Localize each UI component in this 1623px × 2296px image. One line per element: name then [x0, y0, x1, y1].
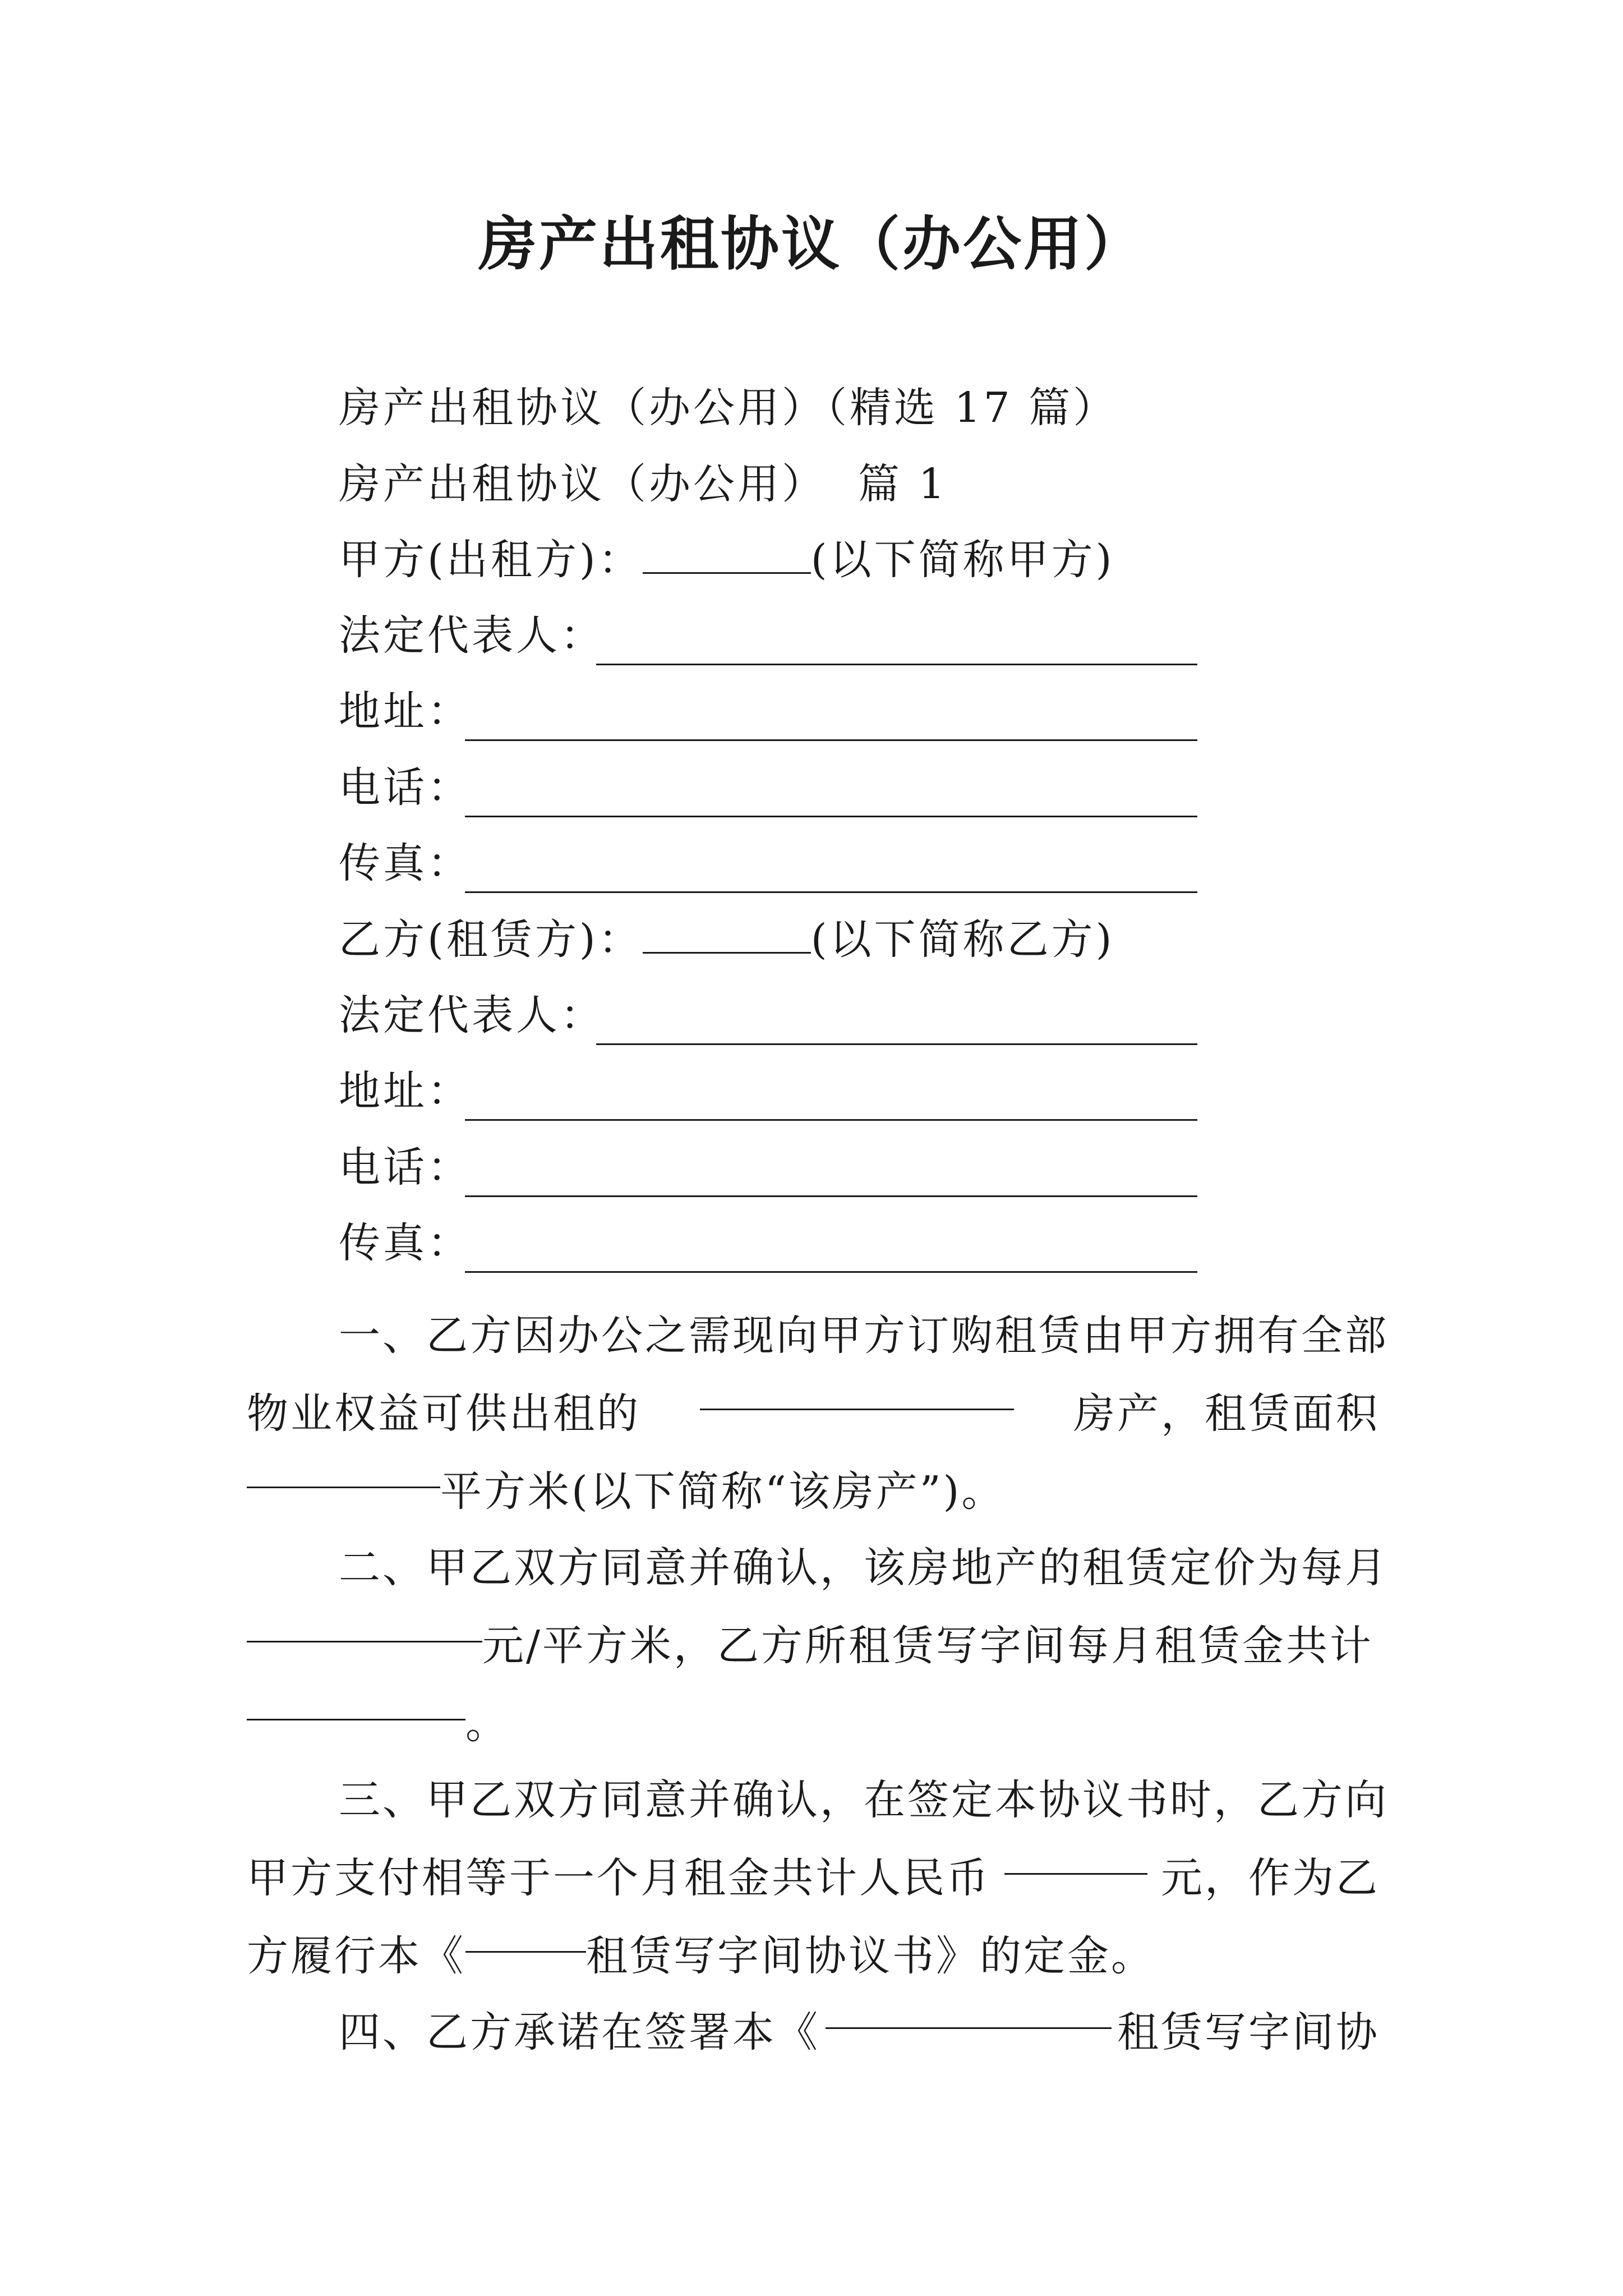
party-b-tel-label: 电话： [339, 1143, 472, 1191]
clause-3-line-3 [247, 1917, 1380, 1995]
clause-1-line-1: 一、乙方因办公之需现向甲方订购租赁由甲方拥有全部 [339, 1312, 1389, 1360]
party-b-rep-blank[interactable] [596, 1043, 1197, 1045]
clause-2-line-1: 二、甲乙双方同意并确认，该房地产的租赁定价为每月 [339, 1544, 1389, 1592]
deposit-amount-blank[interactable] [1004, 1839, 1147, 1875]
clause-4-text-a: 四、乙方承诺在签署本《 [339, 2008, 820, 2056]
clause-1-line-2 [247, 1375, 1380, 1453]
clause-3 [247, 1761, 1389, 1995]
party-b-addr-label: 地址： [339, 1067, 472, 1115]
clause-1 [247, 1297, 1389, 1531]
clause-1-line-3 [247, 1453, 1380, 1531]
party-a-addr-blank[interactable] [465, 739, 1197, 741]
clause-3-text-d: 租赁写字间协议书》的定金。 [586, 1932, 1155, 1980]
document-title: 房产出租协议（办公用） [478, 209, 1145, 278]
party-a-fax-label: 传真： [339, 839, 472, 887]
clause-4-line-1 [247, 1994, 1380, 2072]
clause-3-text-b: 元，作为乙 [1161, 1854, 1380, 1902]
party-b-addr-blank[interactable] [465, 1119, 1197, 1121]
party-b-tel-blank[interactable] [465, 1195, 1197, 1197]
monthly-rent-blank[interactable] [247, 1685, 465, 1720]
party-b-fax-blank[interactable] [465, 1271, 1197, 1273]
party-b-name-blank[interactable] [643, 918, 811, 954]
clause-2-line-3 [247, 1685, 1380, 1763]
party-a-tel-label: 电话： [339, 763, 472, 812]
clause-3-text-c: 方履行本《 [247, 1932, 465, 1980]
clause-2 [247, 1529, 1389, 1763]
clause-1-text-a: 物业权益可供出租的 [247, 1389, 640, 1438]
clause-2-line-2 [247, 1607, 1380, 1685]
party-a-fax-blank[interactable] [465, 891, 1197, 893]
section-heading: 房产出租协议（办公用） 篇 1 [339, 460, 948, 508]
party-b-fax-label: 传真： [339, 1219, 472, 1267]
party-b-rep-label: 法定代表人： [339, 991, 605, 1039]
clause-1-text-b: 房产，租赁面积 [1073, 1389, 1380, 1438]
clause-2-text-b: 。 [465, 1700, 509, 1748]
party-b-suffix: (以下简称乙方) [810, 915, 1115, 964]
party-a-label: 甲方(出租方)： [339, 536, 643, 584]
clause-2-text-a: 元/平方米，乙方所租赁写字间每月租赁金共计 [482, 1622, 1373, 1670]
area-blank[interactable] [247, 1453, 440, 1488]
party-a-tel-blank[interactable] [465, 816, 1197, 817]
clause-3-text-a: 甲方支付相等于一个月租金共计人民币 [247, 1854, 990, 1902]
clause-1-text-c: 平方米(以下简称“该房产”)。 [440, 1467, 1006, 1516]
party-b-label: 乙方(租赁方)： [339, 915, 643, 964]
agreement-name-blank-2[interactable] [826, 1994, 1112, 2029]
clause-4 [247, 1994, 1380, 2072]
party-a-line [339, 529, 1115, 591]
property-location-blank[interactable] [700, 1375, 1014, 1410]
party-a-rep-blank[interactable] [596, 664, 1197, 665]
subtitle: 房产出租协议（办公用）（精选 17 篇） [339, 384, 1118, 432]
party-a-name-blank[interactable] [643, 539, 811, 574]
agreement-name-blank[interactable] [465, 1917, 586, 1953]
party-a-suffix: (以下简称甲方) [810, 536, 1115, 584]
clause-4-text-b: 租赁写字间协 [1117, 2008, 1380, 2056]
unit-price-blank[interactable] [247, 1607, 482, 1642]
party-a-addr-label: 地址： [339, 687, 472, 735]
clause-3-line-2 [247, 1839, 1380, 1917]
party-b-line [339, 909, 1115, 970]
clause-3-line-1: 三、甲乙双方同意并确认，在签定本协议书时，乙方向 [339, 1776, 1389, 1824]
party-a-rep-label: 法定代表人： [339, 611, 605, 660]
